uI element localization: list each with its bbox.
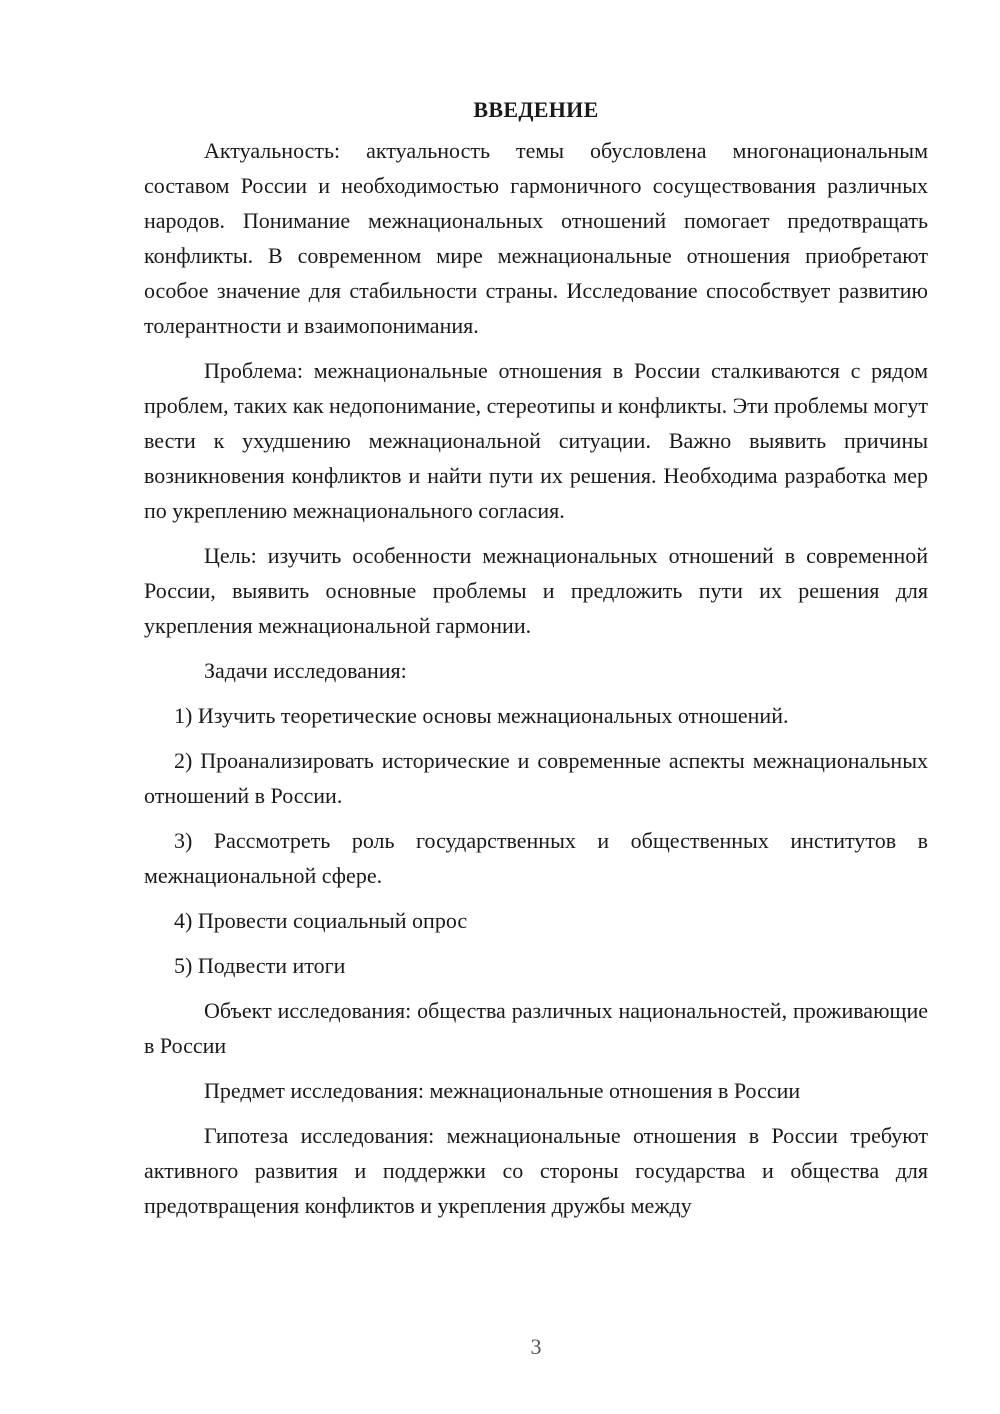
hypothesis-paragraph: Гипотеза исследования: межнациональные отношения в России требуют активного развития и поддержки со стороны государства и общества для предотвращения конфликтов и укрепления дружбы между — [144, 1123, 928, 1218]
problem-paragraph: Проблема: межнациональные отношения в России сталкиваются с рядом проблем, таких как недопонимание, стереотипы и конфликты. Эти проблемы могут вести к ухудшению межнациональной ситуации. Важно выявить причины возникновения конфликтов и найти пути их решения. Необходима разработка мер по укреплению межнационального согласия. — [144, 358, 928, 523]
tasks-label: Задачи исследования: — [204, 658, 407, 683]
goal-paragraph: Цель: изучить особенности межнациональных отношений в современной России, выявить основные проблемы и предложить пути их решения для укрепления межнациональной гармонии. — [144, 543, 928, 638]
task-item-4: 4) Провести социальный опрос — [174, 908, 468, 933]
page-number: 3 — [530, 1334, 542, 1359]
task-item-1: 1) Изучить теоретические основы межнациональных отношений. — [174, 703, 789, 728]
relevance-paragraph: Актуальность: актуальность темы обусловлена многонациональным составом России и необходимостью гармоничного сосуществования различных народов. Понимание межнациональных отношений помогает предотвращать конфликты. В современном мире межнациональные отношения приобретают особое значение для стабильности страны. Исследование способствует развитию толерантности и взаимопонимания. — [144, 138, 928, 338]
section-heading: ВВЕДЕНИЕ — [473, 97, 599, 122]
object-paragraph: Объект исследования: общества различных национальностей, проживающие в России — [144, 998, 928, 1058]
subject-paragraph: Предмет исследования: межнациональные отношения в России — [204, 1078, 801, 1103]
task-item-3: 3) Рассмотреть роль государственных и общественных институтов в межнациональной сфере. — [144, 828, 928, 888]
page-content — [144, 92, 928, 1233]
task-item-2: 2) Проанализировать исторические и современные аспекты межнациональных отношений в России. — [144, 748, 928, 808]
task-item-5: 5) Подвести итоги — [174, 953, 346, 978]
